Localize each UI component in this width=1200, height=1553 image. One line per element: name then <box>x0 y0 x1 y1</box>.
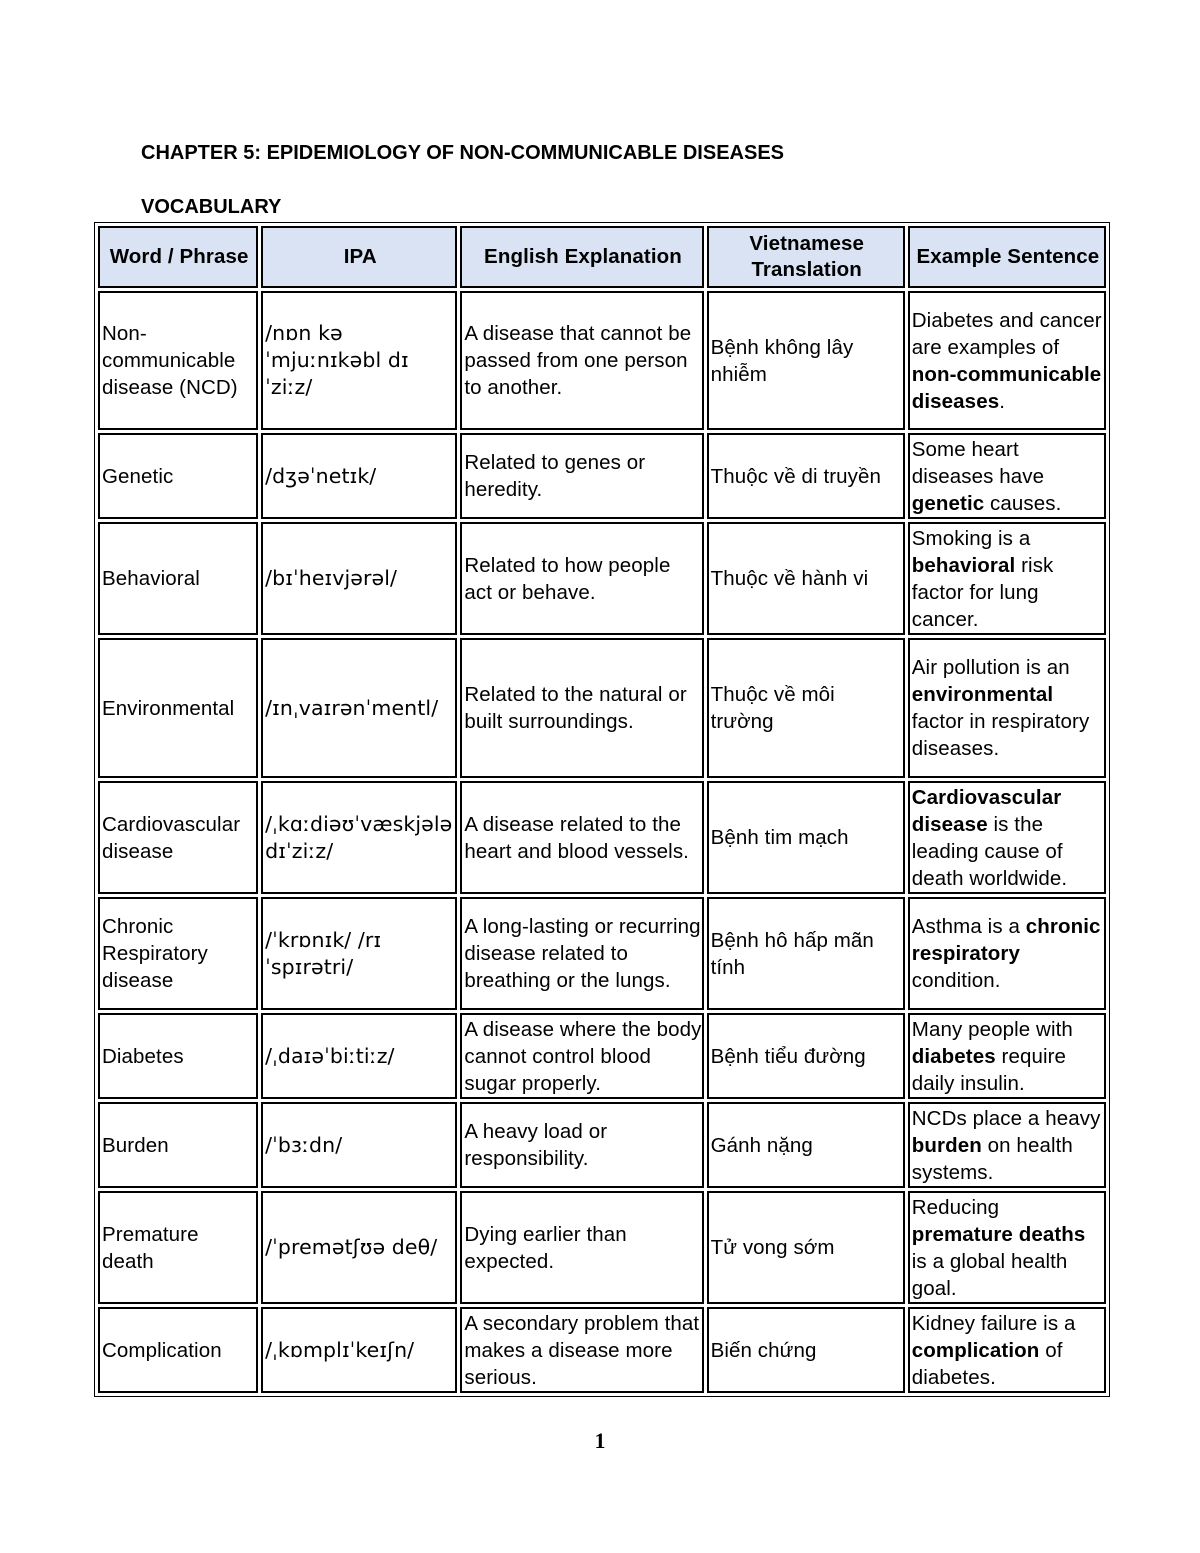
vietnamese-cell: Bệnh tiểu đường <box>707 1013 905 1099</box>
word-cell: Behavioral <box>98 522 258 635</box>
example-after: on health systems. <box>911 1133 1073 1184</box>
example-before: Air pollution is an <box>911 656 1070 679</box>
example-keyword: non-communicable diseases <box>911 362 1102 413</box>
example-keyword: chronic respiratory <box>911 915 1101 965</box>
header-ipa: IPA <box>261 226 457 288</box>
word-cell: Premature death <box>98 1191 258 1304</box>
vietnamese-cell: Gánh nặng <box>707 1102 905 1188</box>
word-cell: Chronic Respiratory disease <box>98 897 258 1010</box>
vietnamese-cell: Tử vong sớm <box>707 1191 905 1304</box>
english-cell: Related to the natural or built surroundings. <box>460 638 703 778</box>
table-row <box>98 1191 1106 1304</box>
example-before: Some heart diseases have <box>911 437 1045 488</box>
example-cell <box>908 1307 1106 1393</box>
english-cell: A disease where the body cannot control blood sugar properly. <box>460 1013 703 1099</box>
example-keyword: premature deaths <box>911 1222 1086 1246</box>
word-cell: Genetic <box>98 433 258 519</box>
table-row <box>98 1307 1106 1393</box>
word-cell: Diabetes <box>98 1013 258 1099</box>
word-cell: Complication <box>98 1307 258 1393</box>
example-cell <box>908 291 1106 430</box>
english-cell: Dying earlier than expected. <box>460 1191 703 1304</box>
vietnamese-cell: Bệnh không lây nhiễm <box>707 291 905 430</box>
table-header-row <box>98 226 1106 288</box>
example-cell <box>908 1191 1106 1304</box>
ipa-cell: /ˌkɒmplɪˈkeɪʃn/ <box>261 1307 457 1393</box>
header-vietnamese: Vietnamese Translation <box>707 226 905 288</box>
ipa-cell: /ˌkɑːdiəʊˈvæskjələ dɪˈziːz/ <box>261 781 457 894</box>
example-after: causes. <box>984 491 1062 515</box>
vietnamese-cell: Thuộc về di truyền <box>707 433 905 519</box>
example-keyword: Cardiovascular disease <box>911 785 1062 836</box>
header-word: Word / Phrase <box>98 226 258 288</box>
english-cell: A secondary problem that makes a disease more serious. <box>460 1307 703 1393</box>
example-after: is a global health goal. <box>911 1249 1068 1300</box>
table-row <box>98 1013 1106 1099</box>
english-cell: A disease that cannot be passed from one person to another. <box>460 291 703 430</box>
example-cell <box>908 781 1106 894</box>
ipa-cell: /ˈbɜːdn/ <box>261 1102 457 1188</box>
table-row <box>98 1102 1106 1188</box>
example-cell <box>908 638 1106 778</box>
example-after: factor in respiratory diseases. <box>911 710 1090 760</box>
example-before: Kidney failure is a <box>911 1311 1076 1335</box>
ipa-cell: /dʒəˈnetɪk/ <box>261 433 457 519</box>
example-cell <box>908 522 1106 635</box>
table-row <box>98 897 1106 1010</box>
example-after: of diabetes. <box>911 1338 1063 1389</box>
example-after: require daily insulin. <box>911 1044 1067 1095</box>
example-before: Many people with <box>911 1017 1073 1041</box>
table-row <box>98 433 1106 519</box>
example-before: NCDs place a heavy <box>911 1106 1101 1130</box>
vietnamese-cell: Bệnh hô hấp mãn tính <box>707 897 905 1010</box>
vocabulary-table <box>94 222 1110 1397</box>
english-cell: A disease related to the heart and blood vessels. <box>460 781 703 894</box>
section-title: VOCABULARY <box>141 196 282 218</box>
table-row <box>98 638 1106 778</box>
english-cell: Related to how people act or behave. <box>460 522 703 635</box>
ipa-cell: /nɒn kəˈmjuːnɪkəbl dɪˈziːz/ <box>261 291 457 430</box>
example-before: Smoking is a <box>911 526 1031 550</box>
example-keyword: diabetes <box>911 1044 996 1068</box>
example-after: . <box>999 389 1005 413</box>
ipa-cell: /ˈpremətʃʊə deθ/ <box>261 1191 457 1304</box>
example-after: is the leading cause of death worldwide. <box>911 812 1068 890</box>
example-before: Diabetes and cancer are examples of <box>911 308 1102 359</box>
page-number: 1 <box>594 1428 606 1453</box>
table-row <box>98 291 1106 430</box>
ipa-cell: /ˈkrɒnɪk/ /rɪˈspɪrətri/ <box>261 897 457 1010</box>
example-before: Asthma is a <box>911 915 1026 938</box>
example-cell <box>908 1013 1106 1099</box>
english-cell: A long-lasting or recurring disease related to breathing or the lungs. <box>460 897 703 1010</box>
ipa-cell: /ˌdaɪəˈbiːtiːz/ <box>261 1013 457 1099</box>
english-cell: A heavy load or responsibility. <box>460 1102 703 1188</box>
header-example: Example Sentence <box>908 226 1106 288</box>
header-english: English Explanation <box>460 226 703 288</box>
example-keyword: complication <box>911 1338 1040 1362</box>
ipa-cell: /ɪnˌvaɪrənˈmentl/ <box>261 638 457 778</box>
example-keyword: genetic <box>911 491 985 515</box>
word-cell: Non-communicable disease (NCD) <box>98 291 258 430</box>
vietnamese-cell: Thuộc về hành vi <box>707 522 905 635</box>
word-cell: Environmental <box>98 638 258 778</box>
table-row <box>98 522 1106 635</box>
vietnamese-cell: Biến chứng <box>707 1307 905 1393</box>
example-cell <box>908 433 1106 519</box>
example-keyword: environmental <box>911 683 1054 706</box>
table-body <box>98 291 1106 1393</box>
table-row <box>98 781 1106 894</box>
example-cell <box>908 897 1106 1010</box>
vietnamese-cell: Thuộc về môi trường <box>707 638 905 778</box>
example-after: risk factor for lung cancer. <box>911 553 1054 631</box>
word-cell: Burden <box>98 1102 258 1188</box>
example-cell <box>908 1102 1106 1188</box>
chapter-title: CHAPTER 5: EPIDEMIOLOGY OF NON-COMMUNICABLE DISEASES <box>141 142 785 164</box>
vietnamese-cell: Bệnh tim mạch <box>707 781 905 894</box>
example-before: Reducing <box>911 1195 1000 1219</box>
word-cell: Cardiovascular disease <box>98 781 258 894</box>
example-after: condition. <box>911 969 1001 992</box>
example-keyword: behavioral <box>911 553 1016 577</box>
english-cell: Related to genes or heredity. <box>460 433 703 519</box>
ipa-cell: /bɪˈheɪvjərəl/ <box>261 522 457 635</box>
example-keyword: burden <box>911 1133 982 1157</box>
